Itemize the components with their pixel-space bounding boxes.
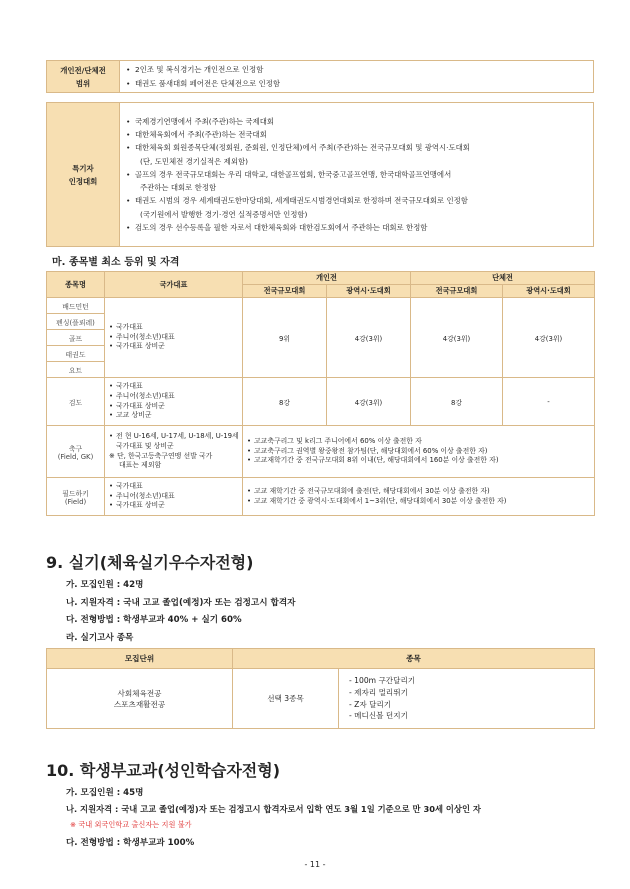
header-individual: 개인전: [243, 272, 411, 285]
section9-title: 9. 실기(체육실기우수자전형): [46, 553, 254, 572]
list-item: • 태권도 품새대회 페어전은 단체전으로 인정함: [126, 77, 587, 90]
special-competitions-table: [46, 102, 594, 247]
header-team-nationwide: 전국규모대회: [411, 285, 503, 298]
list-item: • 국가대표 상비군: [109, 501, 240, 511]
sport-ranking-table: [46, 271, 595, 516]
national-criteria: [105, 378, 243, 426]
list-item: - 100m 구간달리기: [349, 676, 416, 686]
header-sport: 종목명: [47, 272, 105, 298]
header-ind-nationwide: 전국규모대회: [243, 285, 327, 298]
ind-regional-cell: 4강(3위): [327, 378, 411, 426]
list-item: • 태권도 시범의 경우 세계태권도한마당대회, 세계태권도시범경연대회로 한정하며 전국규모대회로 인정함 (국기원에서 발행한 경기·경연 실적증명서만 인정함): [126, 194, 587, 220]
team-regional-cell: 4강(3위): [503, 298, 595, 378]
team-nationwide-cell: 4강(3위): [411, 298, 503, 378]
section9-qualification: 나. 지원자격 : 국내 고교 졸업(예정)자 또는 검정고시 합격자: [66, 598, 296, 608]
hockey-criteria: [243, 478, 595, 516]
list-item: • 2인조 및 복식경기는 개인전으로 인정함: [126, 63, 587, 76]
team-nationwide-cell: 8강: [411, 378, 503, 426]
sport-name: 골프: [47, 330, 105, 346]
list-item: • 대한체육회 회원종목단체(정회원, 준회원, 인정단체)에서 주최(주관)하는 전국규모대회 및 광역시·도대회 (단, 도민체전 경기실적은 제외함): [126, 141, 587, 167]
special-body: [120, 103, 594, 247]
section10-recruit: 가. 모집인원 : 45명: [66, 788, 144, 798]
header-items: 종목: [233, 649, 595, 669]
section9-recruit: 가. 모집인원 : 42명: [66, 580, 144, 590]
header-national: 국가대표: [105, 272, 243, 298]
list-item: • 국가대표: [109, 382, 240, 392]
individual-team-label: [47, 61, 120, 93]
list-item: - 메디신볼 던지기: [349, 711, 408, 721]
sport-name: 요트: [47, 362, 105, 378]
list-item: • 골프의 경우 전국규모대회는 우리 대학교, 대한골프협회, 한국중고골프연맹, 한국대학골프연맹에서 주관하는 대회로 한정함: [126, 168, 587, 194]
page-number: - 11 -: [304, 860, 326, 869]
list-item: • 전 현 U-16세, U-17세, U-18세, U-19세 국가대표 및 상비군: [109, 432, 240, 451]
list-item: • 주니어(청소년)대표: [109, 333, 240, 343]
list-item: - 제자리 멀리뛰기: [349, 687, 408, 697]
soccer-criteria: [243, 426, 595, 478]
section10-method: 다. 전형방법 : 학생부교과 100%: [66, 838, 195, 848]
list-item: • 국가대표 상비군: [109, 342, 240, 352]
list-item: • 대한체육회에서 주최(주관)하는 전국대회: [126, 128, 587, 141]
individual-team-scope-table: [46, 60, 594, 93]
section10-warning: ※ 국내 외국인학교 출신자는 지원 불가: [70, 820, 192, 829]
list-item: • 고교 상비군: [109, 411, 240, 421]
label-line: 범위: [75, 78, 91, 88]
list-item: • 국가대표: [109, 482, 240, 492]
label-line: 인정대회: [68, 176, 98, 186]
national-criteria: [105, 298, 243, 378]
list-item: • 주니어(청소년)대표: [109, 392, 240, 402]
header-unit: 모집단위: [47, 649, 233, 669]
choice-cell: 선택 3종목: [233, 669, 339, 729]
section10-title: 10. 학생부교과(성인학습자전형): [46, 761, 281, 780]
special-label: [47, 103, 120, 247]
unit-cell: 사회체육전공 스포츠재활전공: [47, 669, 233, 729]
list-item: • 고교축구리그 및 k리그 주니어에서 60% 이상 출전한 자: [247, 437, 592, 447]
national-criteria: [105, 426, 243, 478]
team-regional-cell: -: [503, 378, 595, 426]
list-item: - Z자 달리기: [349, 699, 392, 709]
list-item: • 검도의 경우 선수등록을 필한 자로서 대한체육회와 대한검도회에서 주관하는 대회로 한정함: [126, 221, 587, 234]
header-team-regional: 광역시·도대회: [503, 285, 595, 298]
note: ※ 단, 한국고등축구연맹 선발 국가 대표는 제외함: [109, 451, 213, 470]
section10-qualification: 나. 지원자격 : 국내 고교 졸업(예정)자 또는 검정고시 합격자로서 입학 연도 3월 1일 기준으로 만 30세 이상인 자: [66, 804, 481, 814]
label-line: 개인전/단체전: [60, 65, 106, 75]
ind-nationwide-cell: 8강: [243, 378, 327, 426]
sport-name: 배드민턴: [47, 298, 105, 314]
list-item: • 고교 재학기간 중 광역시·도대회에서 1~3위(단, 해당대회에서 30분 이상 출전한 자): [247, 497, 592, 507]
list-item: • 국제경기연맹에서 주최(주관)하는 국제대회: [126, 115, 587, 128]
section-heading-ma: 마. 종목별 최소 등위 및 자격: [52, 257, 180, 268]
ind-nationwide-cell: 9위: [243, 298, 327, 378]
sport-name: 검도: [47, 378, 105, 426]
sport-name: 필드하키 (Field): [47, 478, 105, 516]
list-item: • 국가대표: [109, 323, 240, 333]
items-cell: [339, 669, 595, 729]
list-item: • 고교 재학기간 중 전국규모대회에 출전(단, 해당대회에서 30분 이상 출전한 자): [247, 487, 592, 497]
national-criteria: [105, 478, 243, 516]
sport-name: 축구 (Field, GK): [47, 426, 105, 478]
practical-exam-table: [46, 648, 595, 729]
header-ind-regional: 광역시·도대회: [327, 285, 411, 298]
label-line: 특기자: [72, 163, 94, 173]
list-item: • 국가대표 상비군: [109, 402, 240, 412]
sport-name: 펜싱(플뢰레): [47, 314, 105, 330]
header-team: 단체전: [411, 272, 595, 285]
individual-team-body: [120, 61, 594, 93]
list-item: • 주니어(청소년)대표: [109, 492, 240, 502]
section9-method: 다. 전형방법 : 학생부교과 40% + 실기 60%: [66, 615, 242, 625]
sport-name: 태권도: [47, 346, 105, 362]
ind-regional-cell: 4강(3위): [327, 298, 411, 378]
section9-exam: 라. 실기고사 종목: [66, 633, 134, 643]
list-item: • 고교축구리그 권역별 왕중왕전 참가팀(단, 해당대회에서 60% 이상 출전한 자): [247, 447, 592, 457]
list-item: • 고교재학기간 중 전국규모대회 8위 이내(단, 해당대회에서 160분 이상 출전한 자): [247, 456, 592, 466]
